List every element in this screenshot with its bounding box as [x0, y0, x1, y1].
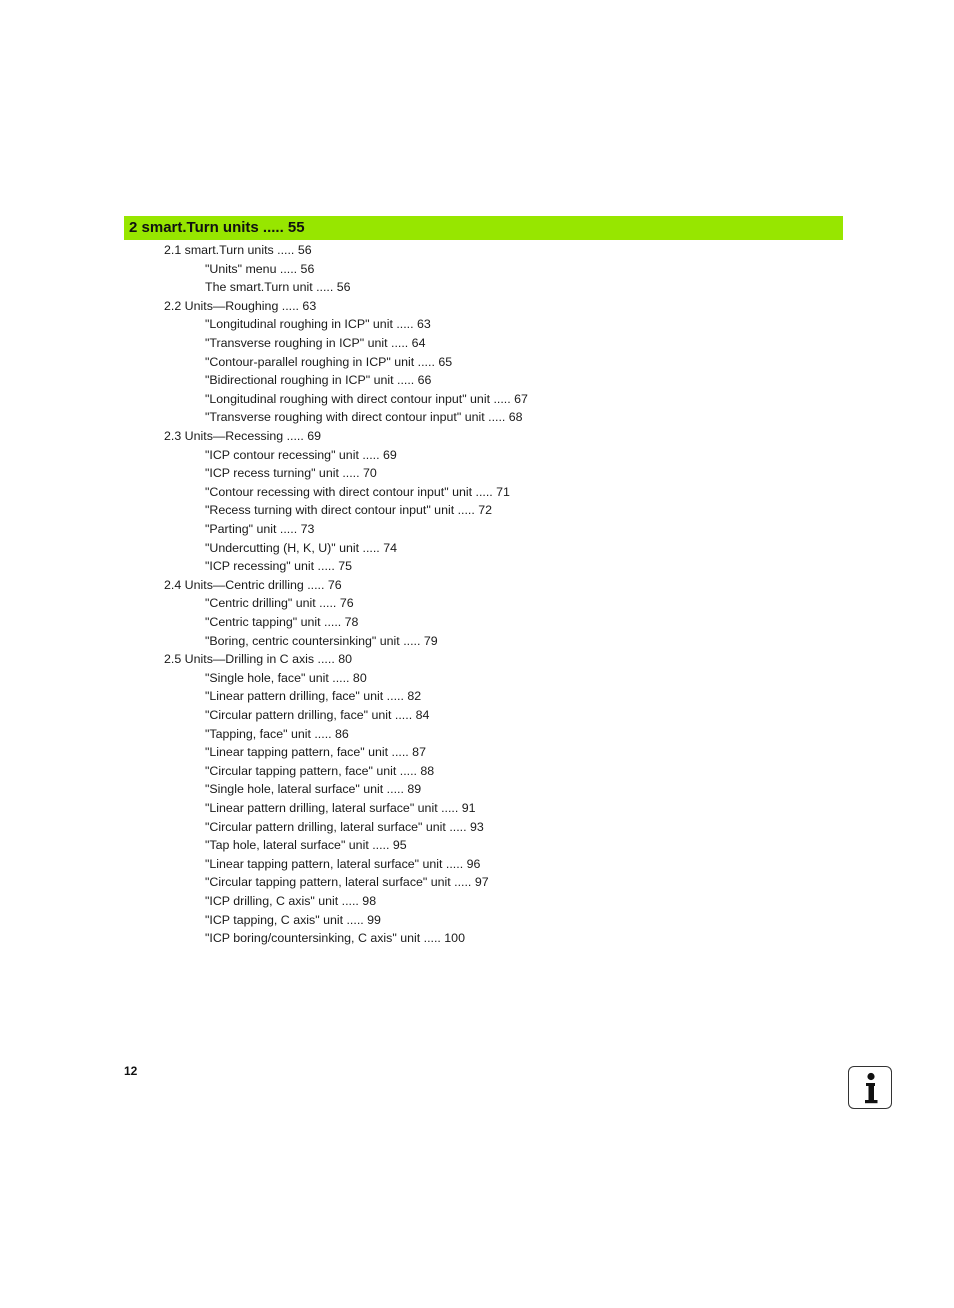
- toc-subsection-entry[interactable]: "Longitudinal roughing in ICP" unit ..... 63: [205, 317, 431, 332]
- toc-subsection-entry[interactable]: "Circular tapping pattern, face" unit ..... 88: [205, 763, 435, 778]
- toc-subsection-entry[interactable]: The smart.Turn unit ..... 56: [205, 280, 351, 295]
- info-glyph: [849, 1067, 893, 1110]
- toc-subsection-entry[interactable]: "Contour-parallel roughing in ICP" unit ..... 65: [205, 354, 453, 369]
- toc-subsection-entry[interactable]: "Linear pattern drilling, lateral surface" unit ..... 91: [205, 801, 476, 815]
- toc-subsection-entry[interactable]: "Single hole, face" unit ..... 80: [205, 670, 367, 685]
- toc-section-entry[interactable]: 2.3 Units—Recessing ..... 69: [164, 429, 322, 443]
- toc-section-entry[interactable]: 2.4 Units—Centric drilling ..... 76: [164, 577, 342, 592]
- toc-subsection-entry[interactable]: "ICP drilling, C axis" unit ..... 98: [205, 894, 377, 908]
- toc-subsection-entry[interactable]: "ICP tapping, C axis" unit ..... 99: [205, 912, 381, 927]
- toc-section-entry[interactable]: 2.5 Units—Drilling in C axis ..... 80: [164, 652, 352, 667]
- toc-subsection-entry[interactable]: "Centric drilling" unit ..... 76: [205, 596, 354, 611]
- toc-subsection-entry[interactable]: "Parting" unit ..... 73: [205, 522, 315, 536]
- toc-subsection-entry[interactable]: "Undercutting (H, K, U)" unit ..... 74: [205, 540, 397, 555]
- chapter-title[interactable]: 2 smart.Turn units ..... 55: [129, 219, 305, 236]
- toc-subsection-entry[interactable]: "Linear pattern drilling, face" unit ..... 82: [205, 689, 422, 704]
- toc-subsection-entry[interactable]: "ICP contour recessing" unit ..... 69: [205, 447, 397, 462]
- toc-subsection-entry[interactable]: "ICP recessing" unit ..... 75: [205, 559, 352, 574]
- toc-subsection-entry[interactable]: "Recess turning with direct contour input" unit ..... 72: [205, 503, 493, 518]
- toc-section-entry[interactable]: 2.1 smart.Turn units ..... 56: [164, 243, 312, 257]
- toc-subsection-entry[interactable]: "Transverse roughing with direct contour input" unit ..... 68: [205, 410, 523, 425]
- page-number: 12: [124, 1064, 138, 1078]
- toc-subsection-entry[interactable]: "ICP boring/countersinking, C axis" unit ..... 100: [205, 931, 465, 946]
- toc-subsection-entry[interactable]: "Circular tapping pattern, lateral surface" unit ..... 97: [205, 875, 489, 890]
- toc-subsection-entry[interactable]: "Tapping, face" unit ..... 86: [205, 726, 349, 741]
- toc-subsection-entry[interactable]: "Contour recessing with direct contour input" unit ..... 71: [205, 484, 510, 499]
- info-icon: [848, 1066, 892, 1109]
- toc-subsection-entry[interactable]: "Circular pattern drilling, face" unit ..... 84: [205, 708, 430, 722]
- toc-subsection-entry[interactable]: "Bidirectional roughing in ICP" unit ..... 66: [205, 373, 432, 388]
- chapter-heading-bar: [124, 216, 843, 240]
- toc-subsection-entry[interactable]: "Transverse roughing in ICP" unit ..... 64: [205, 336, 426, 350]
- toc-subsection-entry[interactable]: "Tap hole, lateral surface" unit ..... 95: [205, 838, 407, 853]
- toc-subsection-entry[interactable]: "Longitudinal roughing with direct contour input" unit ..... 67: [205, 391, 528, 406]
- toc-subsection-entry[interactable]: "Single hole, lateral surface" unit ..... 89: [205, 782, 422, 797]
- toc-subsection-entry[interactable]: "Circular pattern drilling, lateral surface" unit ..... 93: [205, 819, 484, 834]
- toc-subsection-entry[interactable]: "Units" menu ..... 56: [205, 261, 315, 276]
- toc-subsection-entry[interactable]: "Centric tapping" unit ..... 78: [205, 615, 359, 629]
- toc-section-entry[interactable]: 2.2 Units—Roughing ..... 63: [164, 298, 317, 313]
- toc-subsection-entry[interactable]: "Linear tapping pattern, lateral surface" unit ..... 96: [205, 856, 481, 871]
- toc-subsection-entry[interactable]: "Boring, centric countersinking" unit ..... 79: [205, 633, 438, 648]
- toc-subsection-entry[interactable]: "ICP recess turning" unit ..... 70: [205, 466, 377, 481]
- toc-subsection-entry[interactable]: "Linear tapping pattern, face" unit ..... 87: [205, 745, 426, 760]
